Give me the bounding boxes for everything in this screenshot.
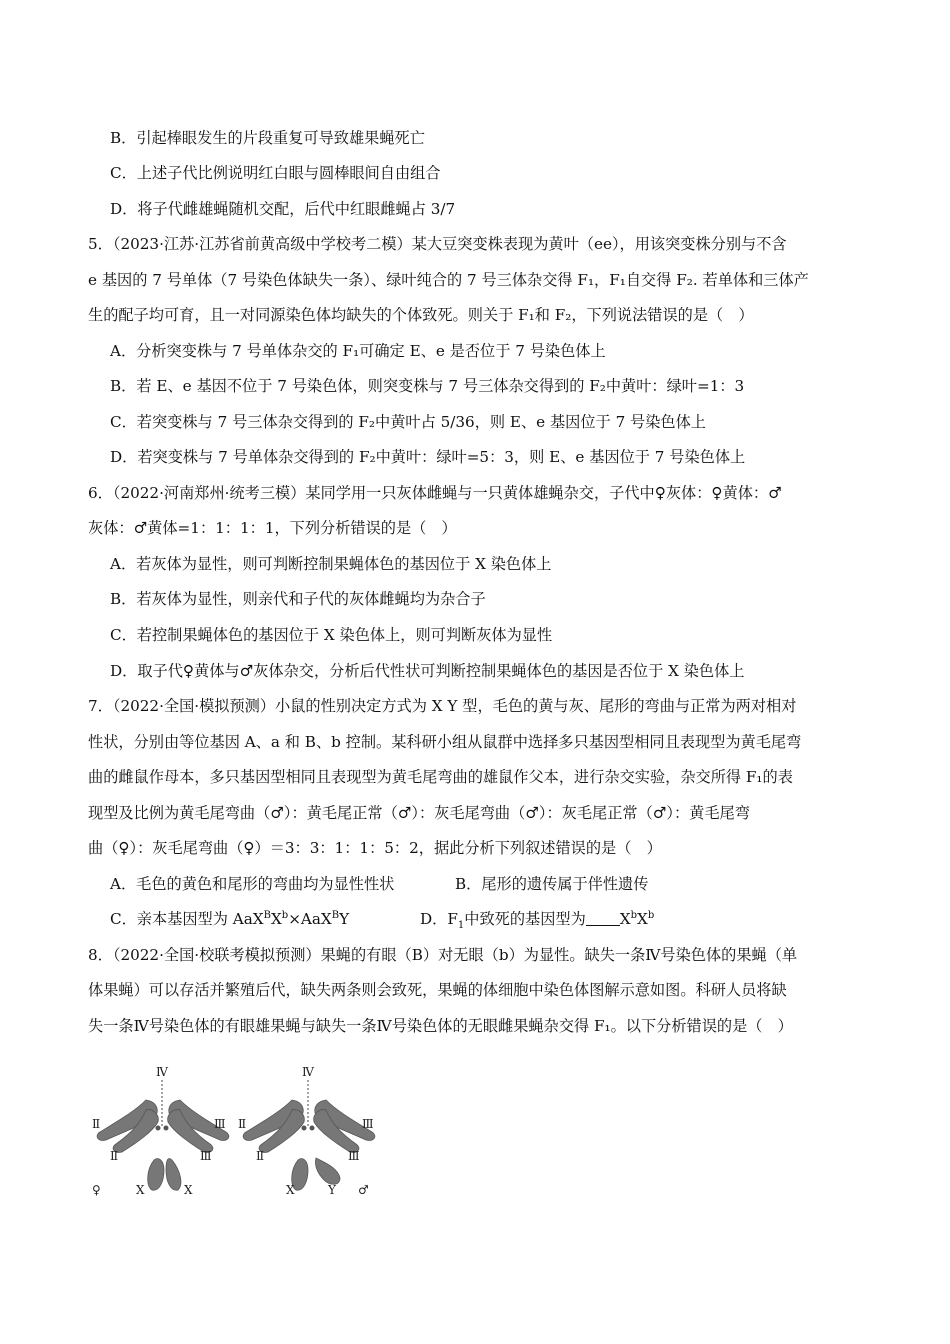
q5-option-a: A．分析突变株与 7 号单体杂交的 F₁可确定 E、e 是否位于 7 号染色体上 [110,342,606,360]
q7d-text: X [637,910,648,928]
label-III: Ⅲ [348,1149,360,1163]
q7-option-c [110,909,349,929]
chromosome-IV-dot [164,1126,169,1131]
q7c-text: X [270,910,282,928]
q7c-text: Y [339,910,350,928]
q6-option-a: A．若灰体为显性，则可判断控制果蝇体色的基因位于 X 染色体上 [110,555,552,573]
q6-option-d: D．取子代♀黄体与♂灰体杂交，分析后代性状可判断控制果蝇体色的基因是否位于 X 染色体上 [110,662,745,680]
q4-option-d: D．将子代雌雄蝇随机交配，后代中红眼雌蝇占 3/7 [110,200,456,218]
q7c-text: C．亲本基因型为 AaX [110,910,264,928]
label-X: X [136,1183,145,1197]
chromosome-diagram [86,1062,396,1202]
question-5-stem-line3: 生的配子均可育，且一对同源染色体均缺失的个体致死。则关于 F₁和 F₂，下列说法错误的是（ ） [88,306,754,324]
question-6-stem-line2: 灰体：♂黄体=1：1：1：1，下列分析错误的是（ ） [88,519,457,537]
chromosome-IV-dot [310,1126,315,1131]
chromosome-X-b [166,1158,181,1190]
label-IV: Ⅳ [156,1065,168,1079]
q4-option-c: C．上述子代比例说明红白眼与圆棒眼间自由组合 [110,164,441,182]
question-8-stem-line2: 体果蝇）可以存活并繁殖后代，缺失两条则会致死，果蝇的体细胞中染色体图解示意如图。科研人员将缺 [88,981,787,999]
q5-option-b: B．若 E、e 基因不位于 7 号染色体，则突变株与 7 号三体杂交得到的 F₂中黄叶：绿叶=1：3 [110,377,745,395]
chromosome-IV-dot [302,1126,307,1131]
q7-option-a: A．毛色的黄色和尾形的弯曲均为显性性状 [110,875,395,893]
question-7-stem-line3: 曲的雌鼠作母本，多只基因型相同且表现型为黄毛尾弯曲的雄鼠作父本，进行杂交实验，杂交所得 F₁的表 [88,768,793,786]
q7c-sup: B [331,909,340,921]
q7-option-b: B．尾形的遗传属于伴性遗传 [455,875,649,893]
q7c-text: ×AaX [288,910,332,928]
chromosome-IV-dot [156,1126,161,1131]
q5-option-c: C．若突变株与 7 号三体杂交得到的 F₂中黄叶占 5/36，则 E、e 基因位于 7 号染色体上 [110,413,706,431]
label-Y: Y [328,1183,336,1197]
q6-option-b: B．若灰体为显性，则亲代和子代的灰体雌蝇均为杂合子 [110,590,486,608]
q7d-sup: b [647,909,655,921]
label-II: Ⅱ [92,1117,101,1131]
q5-option-d: D．若突变株与 7 号单体杂交得到的 F₂中黄叶：绿叶=5：3，则 E、e 基因位于 7 号染色体上 [110,448,746,466]
label-X: X [286,1183,295,1197]
label-II: Ⅱ [110,1149,119,1163]
chromosome-X-a [148,1158,164,1190]
question-7-stem-line4: 现型及比例为黄毛尾弯曲（♂）：黄毛尾正常（♂）：灰毛尾弯曲（♂）：灰毛尾正常（♂）：黄毛尾弯 [88,804,750,822]
label-II: Ⅱ [256,1149,265,1163]
question-8-stem-line3: 失一条Ⅳ号染色体的有眼雄果蝇与缺失一条Ⅳ号染色体的无眼雌果蝇杂交得 F₁。以下分析错误的是（ ） [88,1017,793,1035]
label-III: Ⅲ [362,1117,374,1131]
question-8-stem: 8．（2022·全国·校联考模拟预测）果蝇的有眼（B）对无眼（b）为显性。缺失一条Ⅳ号染色体的果蝇（单 [88,946,798,964]
q7d-sub: 1 [457,920,465,932]
label-III: Ⅲ [214,1117,226,1131]
q7d-text: D．F [420,910,458,928]
q7c-sup: B [263,909,271,921]
question-7-stem-line2: 性状，分别由等位基因 A、a 和 B、b 控制。某科研小组从鼠群中选择多只基因型相同且表现型为黄毛尾弯 [88,733,802,751]
q4-option-b: B．引起棒眼发生的片段重复可导致雄果蝇死亡 [110,129,425,147]
q7d-sup: b [630,909,637,921]
label-II: Ⅱ [238,1117,247,1131]
question-6-stem: 6．（2022·河南郑州·统考三模）某同学用一只灰体雌蝇与一只黄体雄蝇杂交，子代中♀灰体：♀黄体：♂ [88,484,782,502]
question-5-stem-line2: e 基因的 7 号单体（7 号染色体缺失一条）、绿叶纯合的 7 号三体杂交得 F₁，F₁自交得 F₂. 若单体和三体产 [88,271,809,289]
q7d-text: X [619,910,631,928]
question-7-stem: 7．（2022·全国·模拟预测）小鼠的性别决定方式为 X Y 型，毛色的黄与灰、尾形的弯曲与正常为两对相对 [88,697,797,715]
label-III: Ⅲ [200,1149,212,1163]
label-IV: Ⅳ [302,1065,314,1079]
male-karyotype [243,1100,375,1190]
question-7-stem-line5: 曲（♀）：灰毛尾弯曲（♀）＝3：3：1：1：5：2，据此分析下列叙述错误的是（ ） [88,839,662,857]
answer-blank [586,911,620,926]
male-symbol: ♂ [358,1183,369,1197]
q7c-sup: b [281,909,289,921]
question-5-stem: 5．（2023·江苏·江苏省前黄高级中学校考二模）某大豆突变株表现为黄叶（ee），用该突变株分别与不含 [88,235,787,253]
label-X: X [184,1183,193,1197]
chromosome-Y [315,1158,340,1184]
q6-option-c: C．若控制果蝇体色的基因位于 X 染色体上，则可判断灰体为显性 [110,626,553,644]
female-karyotype [97,1100,229,1190]
female-symbol: ♀ [92,1183,101,1197]
q7-option-d [420,909,655,932]
q7d-text: 中致死的基因型为 [464,910,586,928]
